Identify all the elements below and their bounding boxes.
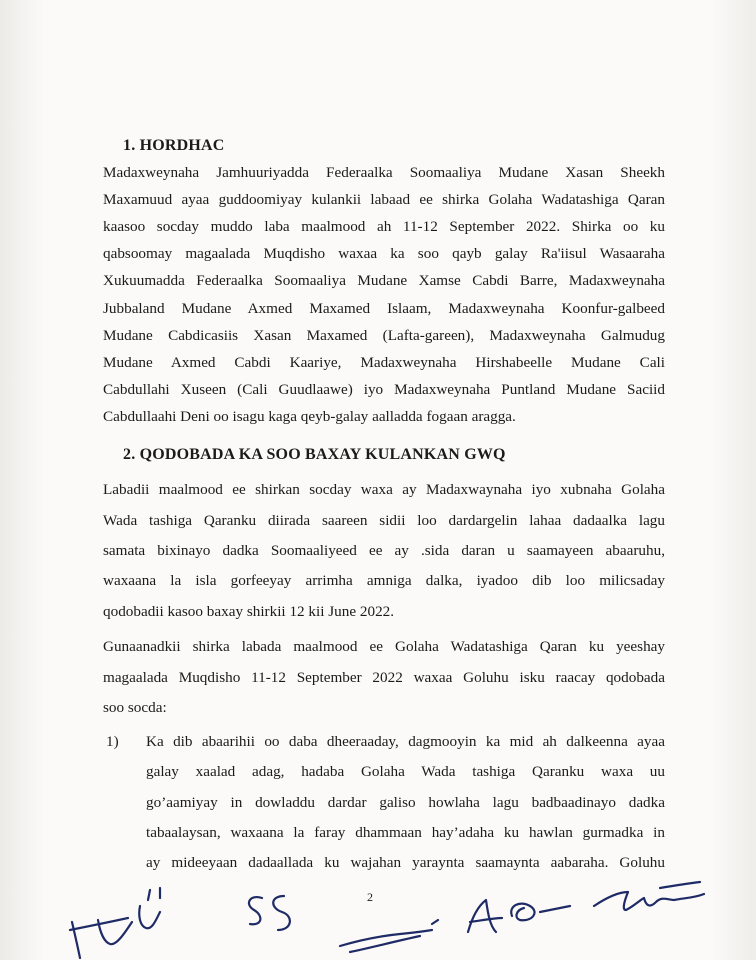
paragraph-line: Cabdullaahi Deni oo isagu kaga qeyb-galay aalladda fogaan aragga. [103,408,516,425]
paragraph-line: qabsoomay magaalada Muqdisho waxaa ka soo qayb galay Ra'iisul Wasaaraha [103,245,665,262]
paragraph-line: samata bixinayo dadka Soomaaliyeed ee ay .sida daran u saamayeen abaaruhu, [103,542,665,559]
list-item-line: ay mideeyaan dadaallada ku wajahan yaraynta saamaynta aabaraha. Goluhu [146,854,665,871]
paragraph-line: Madaxweynaha Jamhuuriyadda Federaalka Soomaaliya Mudane Xasan Sheekh [103,164,665,181]
list-item-line: tabaalaysan, waxaana la faray dhammaan hay’adaha ku hawlan gurmadka in [146,824,665,841]
paragraph-line: waxaana la isla gorfeeyay arrimha amniga dalka, iyadoo dib loo milicsaday [103,572,665,589]
paragraph-line: Mudane Cabdicasiis Xasan Maxamed (Lafta-gareen), Madaxweynaha Galmudug [103,327,665,344]
paragraph-line: Wada tashiga Qaranku diirada saareen sidii loo dardargelin lahaa dadaalka lagu [103,512,665,529]
signature-5 [594,882,704,910]
paragraph-line: Labadii maalmood ee shirkan socday waxa ay Madaxwaynaha iyo xubnaha Golaha [103,481,665,498]
list-item-line: Ka dib abaarihii oo daba dheeraaday, dagmooyin ka mid ah dalkeenna ayaa [146,733,665,750]
paragraph-line: magaalada Muqdisho 11-12 September 2022 waxaa Goluhu isku raacay qodobada [103,669,665,686]
section-2-heading: 2. QODOBADA KA SOO BAXAY KULANKAN GWQ [123,446,506,463]
paragraph-line: kaasoo socday muddo laba maalmood ah 11-12 September 2022. Shirka oo ku [103,218,665,235]
signature-2 [249,896,290,930]
signature-3 [340,920,438,952]
signature-4 [468,900,570,932]
paragraph-line: soo socda: [103,699,167,716]
page-number: 2 [367,890,373,904]
signature-1 [70,888,160,958]
paragraph-line: Cabdullahi Xuseen (Cali Guudlaawe) iyo Madaxweynaha Puntland Mudane Saciid [103,381,665,398]
paragraph-line: Maxamuud ayaa guddoomiyay kulankii labaad ee shirka Golaha Wadatashiga Qaran [103,191,665,208]
list-item-line: galay xaalad adag, hadaba Golaha Wada tashiga Qaranku waxa uu [146,763,665,780]
section-1-heading: 1. HORDHAC [123,137,225,154]
paragraph-line: Xukuumadda Federaalka Soomaaliya Mudane Xamse Cabdi Barre, Madaxweynaha [103,272,665,289]
list-item-line: go’aamiyay in dowladdu dardar galiso howlaha lagu badbaadinayo dadka [146,794,665,811]
paragraph-line: Mudane Axmed Cabdi Kaariye, Madaxweynaha Hirshabeelle Mudane Cali [103,354,665,371]
paragraph-line: Gunaanadkii shirka labada maalmood ee Golaha Wadatashiga Qaran ku yeeshay [103,638,665,655]
handwritten-signatures [0,860,756,960]
paragraph-line: qodobadii kasoo baxay shirkii 12 kii June 2022. [103,603,395,620]
paragraph-line: Jubbaland Mudane Axmed Maxamed Islaam, Madaxweynaha Koonfur-galbeed [103,300,665,317]
list-item-number: 1) [106,733,119,750]
